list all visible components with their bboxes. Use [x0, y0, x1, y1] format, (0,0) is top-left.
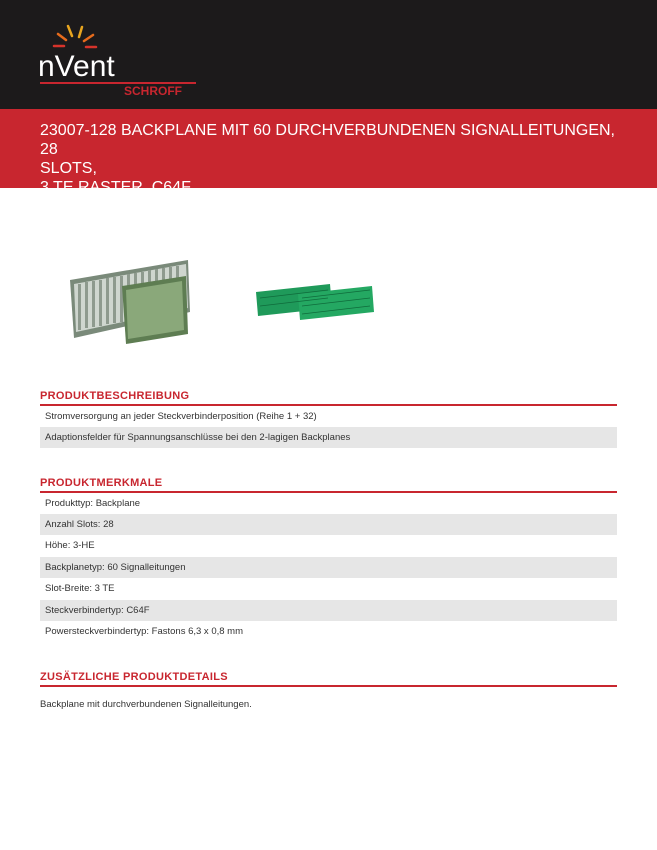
section-heading-details: ZUSÄTZLICHE PRODUKTDETAILS	[40, 670, 617, 687]
feature-row: Produkttyp: Backplane	[45, 498, 141, 509]
description-row: Adaptionsfelder für Spannungsanschlüsse bei den 2-lagigen Backplanes	[40, 427, 617, 448]
feature-row: Slot-Breite: 3 TE	[45, 583, 115, 594]
backplane-assembly-image	[70, 260, 190, 344]
section-heading-description: PRODUKTBESCHREIBUNG	[40, 389, 617, 406]
feature-row: Anzahl Slots: 28	[40, 514, 617, 535]
feature-row: Steckverbindertyp: C64F	[40, 600, 617, 621]
nvent-schroff-logo	[38, 22, 198, 102]
logo-rays-icon	[54, 26, 96, 47]
details-text: Backplane mit durchverbundenen Signalleitungen.	[40, 699, 252, 710]
logo-wordmark: nVent	[38, 50, 115, 83]
section-heading-features: PRODUKTMERKMALE	[40, 476, 617, 493]
logo-subbrand: SCHROFF	[124, 84, 182, 98]
feature-row: Powersteckverbindertyp: Fastons 6,3 x 0,8 mm	[45, 626, 243, 637]
page-title: 23007-128 BACKPLANE MIT 60 DURCHVERBUNDENEN SIGNALLEITUNGEN, 28 SLOTS, 3 TE RASTER, C64F	[40, 122, 615, 196]
description-row: Stromversorgung an jeder Steckverbinderposition (Reihe 1 + 32)	[45, 411, 317, 422]
product-images	[60, 250, 400, 350]
feature-row: Backplanetyp: 60 Signalleitungen	[40, 557, 617, 578]
backplane-pcb-image	[256, 284, 374, 320]
feature-row: Höhe: 3-HE	[45, 540, 95, 551]
page-header	[0, 0, 657, 109]
